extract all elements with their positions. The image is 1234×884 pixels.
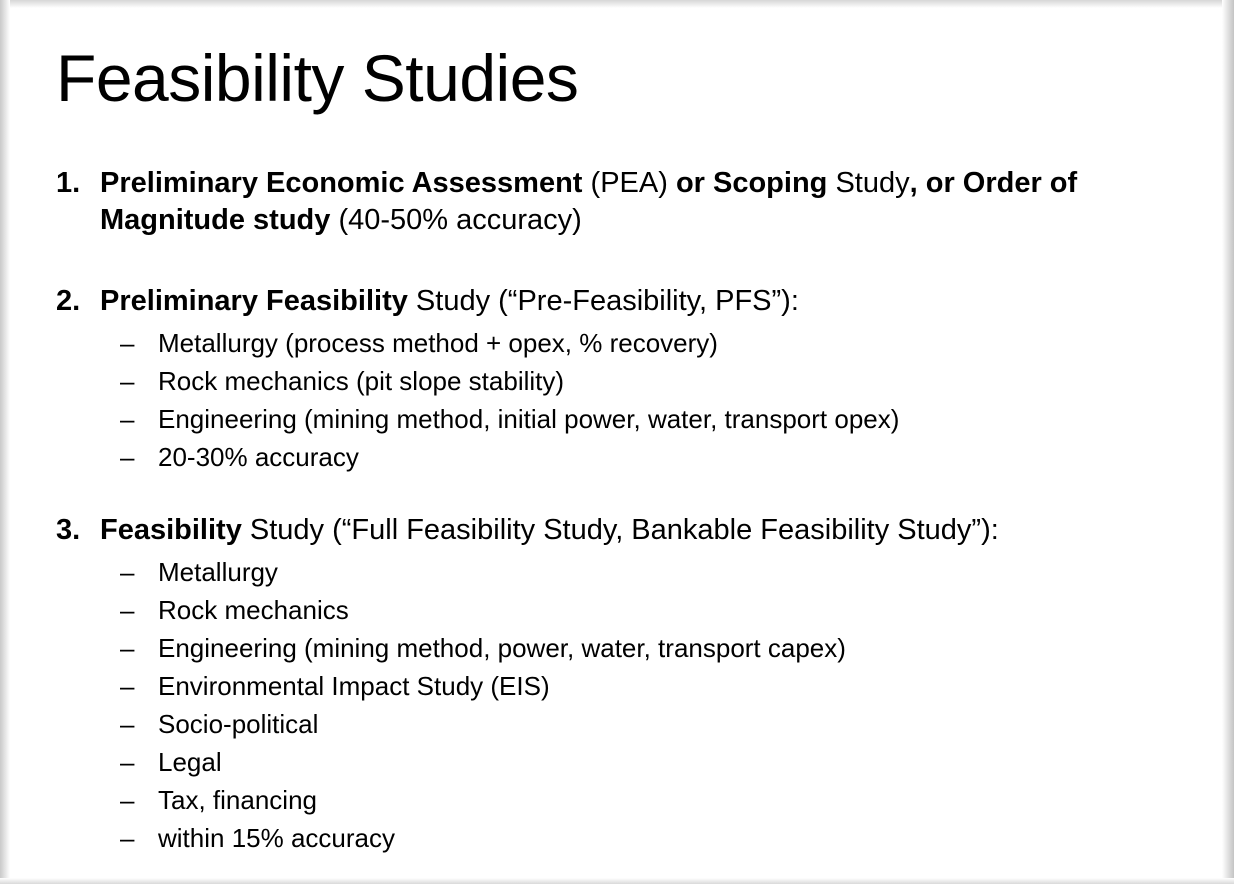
list-item-text — [100, 283, 1217, 320]
spacer — [52, 241, 1217, 283]
dash-bullet-icon: – — [120, 671, 135, 701]
sub-list-item — [52, 591, 1217, 629]
sub-list-item-label: Tax, financing — [158, 785, 317, 815]
slide-edge-top — [0, 0, 1234, 8]
dash-bullet-icon: – — [120, 328, 135, 358]
list-item-text — [100, 512, 1217, 549]
sub-list-item — [52, 819, 1217, 857]
dash-bullet-icon: – — [120, 785, 135, 815]
list-item-segment: Preliminary Feasibility — [100, 285, 416, 317]
sub-list-item — [52, 629, 1217, 667]
sub-list-item-label: 20-30% accuracy — [158, 442, 359, 472]
list-item-segment: Study — [835, 167, 910, 199]
list-item-segment: or Scoping — [675, 167, 836, 199]
sub-list-item — [52, 400, 1217, 438]
list-item-segment: , or Order of Magnitude study — [100, 167, 1078, 236]
dash-bullet-icon: – — [120, 709, 135, 739]
sub-list-item-label: within 15% accuracy — [158, 823, 395, 853]
list-item — [52, 283, 1217, 320]
list-item-number: 2. — [56, 285, 81, 317]
dash-bullet-icon: – — [120, 823, 135, 853]
sub-list-item — [52, 705, 1217, 743]
list-item-number: 3. — [56, 514, 81, 546]
dash-bullet-icon: – — [120, 404, 135, 434]
sub-list-item-label: Legal — [158, 747, 222, 777]
sub-list — [52, 553, 1217, 857]
list-item-segment: (40-50% accuracy) — [338, 204, 582, 236]
list-item — [52, 512, 1217, 549]
sub-list — [52, 324, 1217, 476]
dash-bullet-icon: – — [120, 633, 135, 663]
slide-body — [52, 165, 1217, 857]
slide-title: Feasibility Studies — [56, 41, 579, 115]
dash-bullet-icon: – — [120, 442, 135, 472]
list-item — [52, 165, 1217, 239]
sub-list-item — [52, 438, 1217, 476]
dash-bullet-icon: – — [120, 747, 135, 777]
sub-list-item-label: Environmental Impact Study (EIS) — [158, 671, 550, 701]
sub-list-item — [52, 743, 1217, 781]
sub-list-item-label: Engineering (mining method, initial power, water, transport opex) — [158, 404, 900, 434]
dash-bullet-icon: – — [120, 366, 135, 396]
sub-list-item — [52, 362, 1217, 400]
sub-list-item-label: Metallurgy — [158, 557, 278, 587]
slide-edge-right — [1222, 0, 1234, 884]
list-item-segment: Feasibility — [100, 514, 250, 546]
list-item-segment: Preliminary Economic Assessment — [100, 167, 591, 199]
sub-list-item-label: Metallurgy (process method + opex, % recovery) — [158, 328, 718, 358]
sub-list-item — [52, 553, 1217, 591]
sub-list-item-label: Rock mechanics (pit slope stability) — [158, 366, 565, 396]
list-item-text — [100, 165, 1217, 239]
slide-edge-bottom — [0, 878, 1234, 884]
list-item-number: 1. — [56, 167, 81, 199]
sub-list-item — [52, 324, 1217, 362]
sub-list-item-label: Socio-political — [158, 709, 319, 739]
spacer — [52, 476, 1217, 512]
dash-bullet-icon: – — [120, 557, 135, 587]
sub-list-item-label: Engineering (mining method, power, water, transport capex) — [158, 633, 846, 663]
sub-list-item — [52, 781, 1217, 819]
sub-list-item-label: Rock mechanics — [158, 595, 349, 625]
list-item-segment: Study (“Pre-Feasibility, PFS”): — [415, 285, 799, 317]
slide-edge-left — [0, 0, 10, 884]
sub-list-item — [52, 667, 1217, 705]
list-item-segment: (PEA) — [590, 167, 676, 199]
dash-bullet-icon: – — [120, 595, 135, 625]
list-item-segment: Study (“Full Feasibility Study, Bankable Feasibility Study”): — [249, 514, 999, 546]
